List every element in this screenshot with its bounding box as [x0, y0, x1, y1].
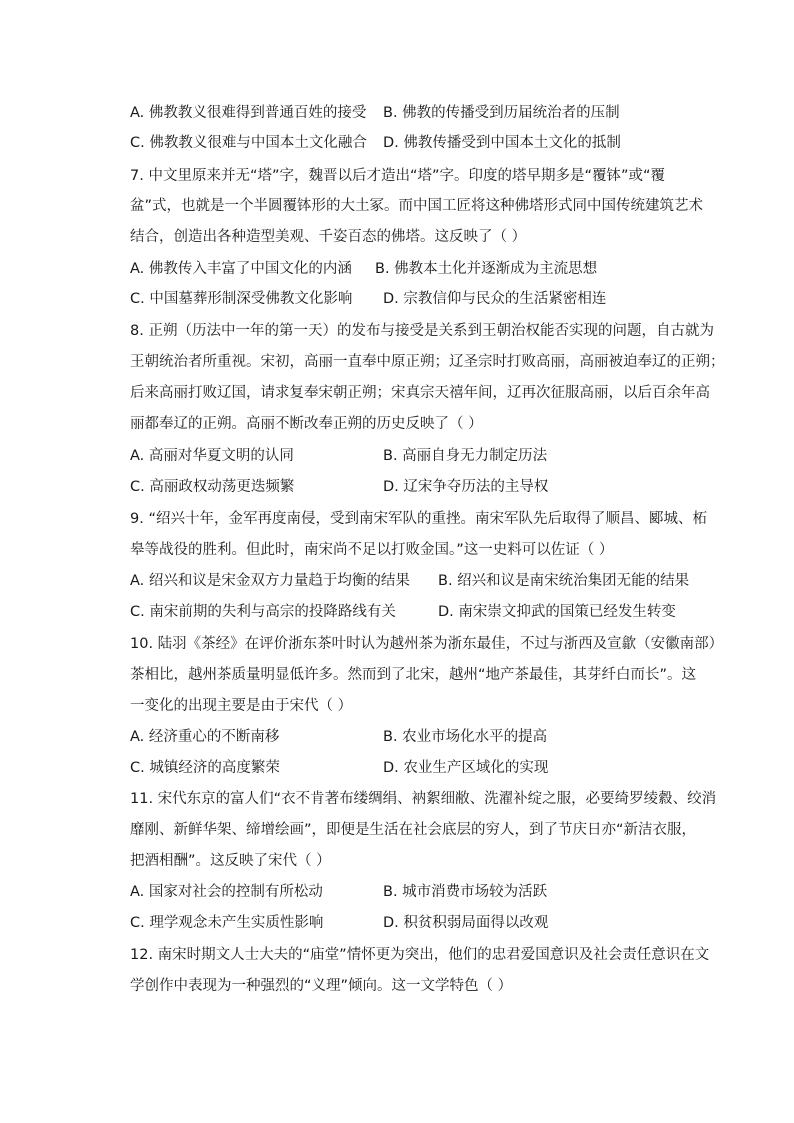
- q11-stem-line-1: 11. 宋代东京的富人们“衣不肯著布缕绸绢、衲絮细敝、洗濯补绽之服，必要绮罗绫縠、绞消: [130, 791, 717, 807]
- q7-stem-line-1: 7. 中文里原来并无“塔”字，魏晋以后才造出“塔”字。印度的塔早期多是“覆钵”或“覆: [130, 168, 666, 184]
- q6-option-c[interactable]: C. 佛教教义很难与中国本土文化融合: [130, 135, 367, 151]
- q7-option-a[interactable]: A. 佛教传入丰富了中国文化的内涵: [130, 261, 352, 277]
- q9-option-c[interactable]: C. 南宋前期的失利与高宗的投降路线有关: [130, 604, 396, 620]
- q11-option-d[interactable]: D. 积贫积弱局面得以改观: [383, 915, 549, 931]
- q9-stem-line-2: 皋等战役的胜利。但此时，南宋尚不足以打败金国。”这一史料可以佐证（ ）: [130, 542, 614, 558]
- q11-stem-line-3: 把酒相酬”。这反映了宋代（ ）: [130, 853, 331, 869]
- q10-option-c[interactable]: C. 城镇经济的高度繁荣: [130, 760, 280, 776]
- q10-option-d[interactable]: D. 农业生产区域化的实现: [383, 760, 549, 776]
- q6-option-d[interactable]: D. 佛教传播受到中国本土文化的抵制: [383, 135, 621, 151]
- q8-option-b[interactable]: B. 高丽自身无力制定历法: [383, 448, 548, 464]
- q6-option-a[interactable]: A. 佛教教义很难得到普通百姓的接受: [130, 105, 367, 121]
- q10-option-a[interactable]: A. 经济重心的不断南移: [130, 729, 280, 745]
- q9-option-a[interactable]: A. 绍兴和议是宋金双方力量趋于均衡的结果: [130, 573, 410, 589]
- q11-stem-line-2: 靡刚、新鲜华架、缔增绘画”，即便是生活在社会底层的穷人，到了节庆日亦“新洁衣服，: [130, 822, 697, 838]
- q10-stem-line-2: 茶相比，越州茶质量明显低许多。然而到了北宋，越州“地产茶最佳，其芽纤白而长”。这: [130, 667, 697, 683]
- q8-stem-line-4: 丽都奉辽的正朔。高丽不断改奉正朔的历史反映了（ ）: [130, 416, 483, 432]
- q11-option-b[interactable]: B. 城市消费市场较为活跃: [383, 884, 548, 900]
- q8-stem-line-1: 8. 正朔（历法中一年的第一天）的发布与接受是关系到王朝治权能否实现的问题，自古就为: [130, 323, 714, 339]
- q9-option-b[interactable]: B. 绍兴和议是南宋统治集团无能的结果: [438, 573, 690, 589]
- q11-option-a[interactable]: A. 国家对社会的控制有所松动: [130, 884, 323, 900]
- q12-stem-line-2: 学创作中表现为一种强烈的“义理”倾向。这一文学特色（ ）: [130, 978, 513, 994]
- q8-option-d[interactable]: D. 辽宋争夺历法的主导权: [383, 479, 549, 495]
- q7-stem-line-2: 盆”式，也就是一个半圆覆钵形的大土冢。而中国工匠将这种佛塔形式同中国传统建筑艺术: [130, 198, 704, 214]
- q7-stem-line-3: 结合，创造出各种造型美观、千姿百态的佛塔。这反映了（ ）: [130, 229, 527, 245]
- q10-stem-line-1: 10. 陆羽《茶经》在评价浙东茶叶时认为越州茶为浙东最佳，不过与浙西及宣歙（安徽南部）: [130, 636, 724, 652]
- q9-stem-line-1: 9. “绍兴十年，金军再度南侵，受到南宋军队的重挫。南宋军队先后取得了顺昌、郾城、柘: [130, 511, 707, 527]
- q11-option-c[interactable]: C. 理学观念未产生实质性影响: [130, 915, 324, 931]
- q8-stem-line-2: 王朝统治者所重视。宋初，高丽一直奉中原正朔；辽圣宗时打败高丽，高丽被迫奉辽的正朔；: [130, 354, 725, 370]
- q7-option-c[interactable]: C. 中国墓葬形制深受佛教文化影响: [130, 291, 353, 307]
- q6-option-b[interactable]: B. 佛教的传播受到历届统治者的压制: [383, 105, 620, 121]
- q8-stem-line-3: 后来高丽打败辽国，请求复奉宋朝正朔；宋真宗天禧年间，辽再次征服高丽，以后百余年高: [130, 385, 710, 401]
- q12-stem-line-1: 12. 南宋时期文人士大夫的“庙堂”情怀更为突出，他们的忠君爱国意识及社会责任意识在文: [130, 947, 710, 963]
- q10-option-b[interactable]: B. 农业市场化水平的提高: [383, 729, 548, 745]
- q8-option-a[interactable]: A. 高丽对华夏文明的认同: [130, 448, 294, 464]
- q8-option-c[interactable]: C. 高丽政权动荡更迭频繁: [130, 479, 295, 495]
- q9-option-d[interactable]: D. 南宋崇文抑武的国策已经发生转变: [438, 604, 676, 620]
- q7-option-b[interactable]: B. 佛教本土化并逐渐成为主流思想: [375, 261, 598, 277]
- q10-stem-line-3: 一变化的出现主要是由于宋代（ ）: [130, 698, 353, 714]
- q7-option-d[interactable]: D. 宗教信仰与民众的生活紧密相连: [383, 291, 607, 307]
